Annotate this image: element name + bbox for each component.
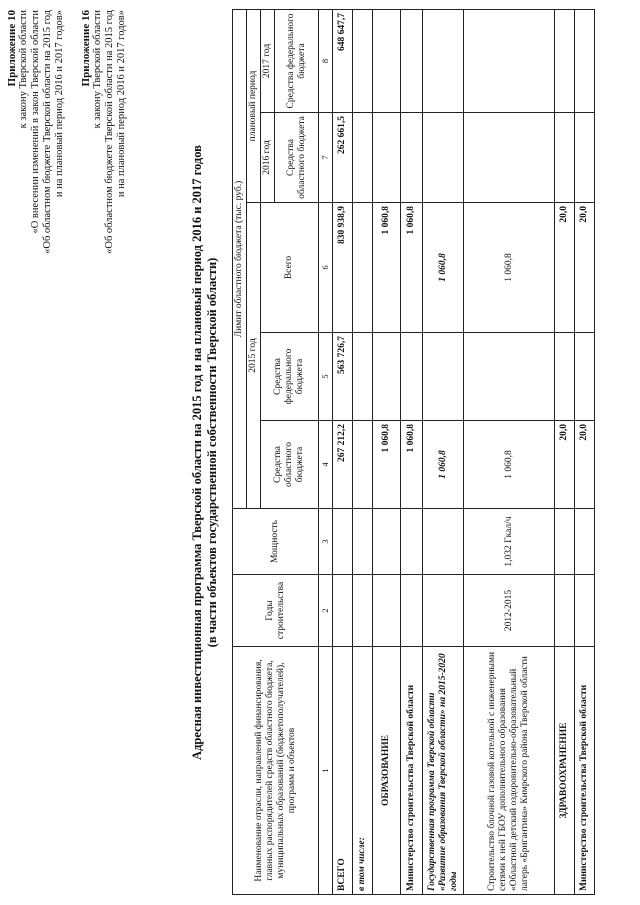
row-years bbox=[333, 575, 353, 647]
row-capacity bbox=[423, 509, 464, 575]
row-capacity bbox=[353, 509, 373, 575]
header-plan-period: плановый период bbox=[247, 9, 261, 202]
row-capacity bbox=[555, 509, 575, 575]
row-value bbox=[353, 203, 373, 333]
row-value bbox=[555, 113, 575, 203]
column-number: 1 bbox=[319, 647, 333, 895]
table-row-total bbox=[333, 9, 353, 894]
row-value bbox=[423, 333, 464, 421]
appendix-16-line: и на плановый период 2016 и 2017 годов» bbox=[116, 10, 127, 198]
row-years bbox=[353, 575, 373, 647]
row-name: ЗДРАВООХРАНЕНИЕ bbox=[555, 647, 575, 895]
row-value: 1 060,8 bbox=[373, 203, 401, 333]
row-name: Министерство строительства Тверской области bbox=[401, 647, 423, 895]
row-value bbox=[353, 9, 373, 112]
row-value: 648 647,7 bbox=[333, 9, 353, 112]
row-value bbox=[401, 9, 423, 112]
row-value: 262 661,5 bbox=[333, 113, 353, 203]
table-row-object bbox=[464, 9, 555, 894]
appendix-10-header bbox=[6, 10, 66, 365]
row-value bbox=[555, 9, 575, 112]
header-2015: 2015 год bbox=[247, 203, 261, 509]
header-capacity: Мощность bbox=[233, 509, 319, 575]
row-value: 20,0 bbox=[575, 203, 595, 333]
column-number: 6 bbox=[319, 203, 333, 333]
column-number: 7 bbox=[319, 113, 333, 203]
row-value bbox=[401, 333, 423, 421]
column-number: 4 bbox=[319, 421, 333, 509]
header-2015-federal: Средства федерального бюджета bbox=[261, 333, 319, 421]
column-number: 5 bbox=[319, 333, 333, 421]
appendix-10-line: к закону Тверской области bbox=[18, 10, 29, 129]
row-value bbox=[575, 333, 595, 421]
document-title bbox=[190, 0, 220, 905]
row-value: 1 060,8 bbox=[464, 203, 555, 333]
appendix-10-title: Приложение 10 bbox=[6, 10, 18, 87]
row-value bbox=[353, 113, 373, 203]
header-2017: 2017 год bbox=[261, 9, 275, 112]
header-2016: 2016 год bbox=[261, 113, 275, 203]
appendix-10-line: «О внесении изменений в закон Тверской области bbox=[30, 10, 41, 234]
row-capacity: 1,032 Гкал/ч bbox=[464, 509, 555, 575]
table-row-including bbox=[353, 9, 373, 894]
row-value bbox=[555, 333, 575, 421]
appendix-16-line: к закону Тверской области bbox=[92, 10, 103, 129]
row-value: 267 212,2 bbox=[333, 421, 353, 509]
row-value: 1 060,8 bbox=[423, 421, 464, 509]
row-value: 20,0 bbox=[575, 421, 595, 509]
column-number: 2 bbox=[319, 575, 333, 647]
row-name: Министерство строительства Тверской области bbox=[575, 647, 595, 895]
row-capacity bbox=[333, 509, 353, 575]
row-years bbox=[401, 575, 423, 647]
row-name: в том числе: bbox=[353, 647, 373, 895]
row-capacity bbox=[373, 509, 401, 575]
header-name: Наименование отрасли, направлений финансирования, главных распорядителей средств областного бюджета, муниципальных образований (бюджетополучателей), программ и объектов bbox=[233, 647, 319, 895]
row-value: 1 060,8 bbox=[464, 421, 555, 509]
row-capacity bbox=[575, 509, 595, 575]
header-2015-regional: Средства областного бюджета bbox=[261, 421, 319, 509]
row-value bbox=[353, 333, 373, 421]
row-value bbox=[575, 9, 595, 112]
appendix-10-line: и на плановый период 2016 и 2017 годов» bbox=[54, 10, 65, 198]
document-title-line2: (в части объектов государственной собственности Тверской области) bbox=[205, 257, 219, 648]
row-name: ОБРАЗОВАНИЕ bbox=[373, 647, 401, 895]
header-2017-federal: Средства федерального бюджета bbox=[275, 9, 319, 112]
table-row-ministry bbox=[575, 9, 595, 894]
table-row-education bbox=[373, 9, 401, 894]
row-value: 20,0 bbox=[555, 203, 575, 333]
row-years bbox=[575, 575, 595, 647]
table-row-program bbox=[423, 9, 464, 894]
row-value bbox=[464, 333, 555, 421]
row-value bbox=[373, 333, 401, 421]
appendix-10-line: «Об областном бюджете Тверской области на 2015 год bbox=[42, 10, 53, 254]
row-value: 830 938,9 bbox=[333, 203, 353, 333]
header-limit: Лимит областного бюджета (тыс. руб.) bbox=[233, 9, 247, 508]
row-name: Строительство блочной газовой котельной с инженерными сетями к ней ГБОУ дополнительного образования «Областной детский оздоровительно-образовательный лагерь «Бригантина» Кимрского района Тверской области bbox=[464, 647, 555, 895]
row-value: 563 726,7 bbox=[333, 333, 353, 421]
appendix-16-header bbox=[80, 10, 128, 365]
column-number: 3 bbox=[319, 509, 333, 575]
header-2015-total: Всего bbox=[261, 203, 319, 333]
row-years bbox=[373, 575, 401, 647]
appendix-16-title: Приложение 16 bbox=[80, 10, 92, 87]
table-row-ministry bbox=[401, 9, 423, 894]
row-value bbox=[373, 113, 401, 203]
row-value bbox=[353, 421, 373, 509]
row-value bbox=[575, 113, 595, 203]
document-title-line1: Адресная инвестиционная программа Тверской области на 2015 год и на плановый период 2016 и 2017 годов bbox=[190, 145, 204, 760]
row-name: Государственная программа Тверской области «Развитие образования Тверской области» на 2015-2020 годы bbox=[423, 647, 464, 895]
row-years: 2012-2015 bbox=[464, 575, 555, 647]
column-number: 8 bbox=[319, 9, 333, 112]
header-2016-regional: Средства областного бюджета bbox=[275, 113, 319, 203]
row-value bbox=[464, 9, 555, 112]
row-capacity bbox=[401, 509, 423, 575]
row-value: 1 060,8 bbox=[423, 203, 464, 333]
row-value: 1 060,8 bbox=[373, 421, 401, 509]
appendix-16-line: «Об областном бюджете Тверской области на 2015 год bbox=[104, 10, 115, 254]
row-value bbox=[423, 9, 464, 112]
row-value bbox=[401, 113, 423, 203]
row-value: 20,0 bbox=[555, 421, 575, 509]
header-years: Годы строительства bbox=[233, 575, 319, 647]
row-value bbox=[423, 113, 464, 203]
row-value bbox=[373, 9, 401, 112]
row-value: 1 060,8 bbox=[401, 203, 423, 333]
table-row-healthcare bbox=[555, 9, 575, 894]
row-name: ВСЕГО bbox=[333, 647, 353, 895]
investment-program-table bbox=[232, 9, 595, 895]
row-years bbox=[555, 575, 575, 647]
row-value: 1 060,8 bbox=[401, 421, 423, 509]
row-years bbox=[423, 575, 464, 647]
row-value bbox=[464, 113, 555, 203]
